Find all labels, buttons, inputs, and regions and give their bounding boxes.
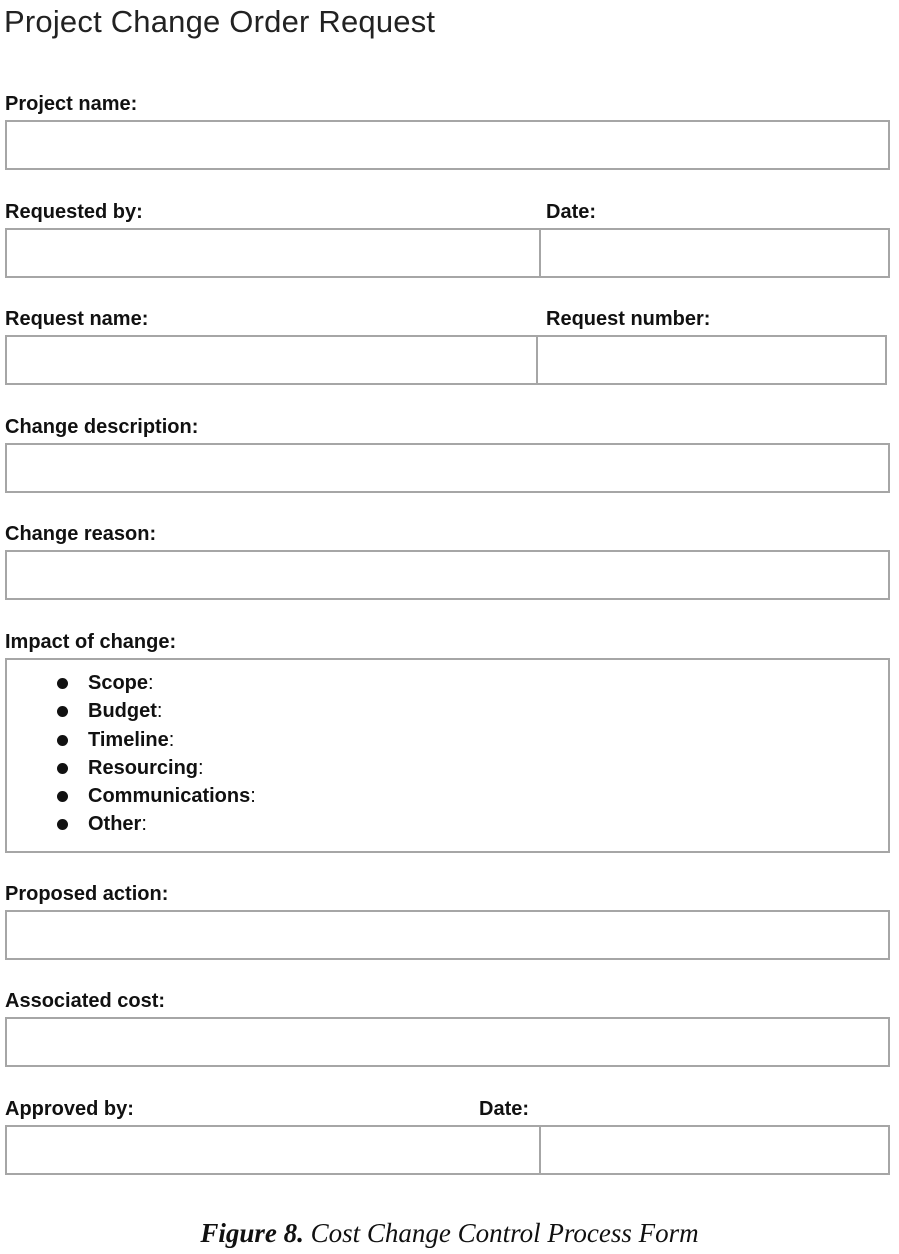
approval-date-field[interactable] — [539, 1127, 888, 1173]
bullet-icon — [57, 678, 68, 689]
bullet-icon — [57, 819, 68, 830]
associated-cost-field[interactable] — [5, 1017, 890, 1067]
impact-list — [55, 669, 256, 839]
impact-of-change-box[interactable] — [5, 658, 890, 853]
bullet-icon — [57, 706, 68, 717]
impact-item-other: Other: — [55, 810, 256, 838]
impact-item-timeline: Timeline: — [55, 726, 256, 754]
bullet-icon — [57, 763, 68, 774]
request-number-field[interactable] — [536, 337, 885, 383]
figure-caption-text: Cost Change Control Process Form — [303, 1218, 699, 1248]
approved-by-field[interactable] — [7, 1127, 539, 1173]
approved-by-label: Approved by: — [5, 1098, 134, 1120]
change-reason-field[interactable] — [5, 550, 890, 600]
proposed-action-label: Proposed action: — [5, 883, 169, 905]
request-name-number-row — [5, 335, 887, 385]
project-name-label: Project name: — [5, 93, 138, 115]
change-description-field[interactable] — [5, 443, 890, 493]
bullet-icon — [57, 735, 68, 746]
date-label: Date: — [546, 201, 597, 223]
request-name-label: Request name: — [5, 308, 149, 330]
impact-item-budget: Budget: — [55, 697, 256, 725]
impact-of-change-label: Impact of change: — [5, 631, 177, 653]
change-reason-label: Change reason: — [5, 523, 157, 545]
change-description-label: Change description: — [5, 416, 199, 438]
request-name-field[interactable] — [7, 337, 536, 383]
bullet-icon — [57, 791, 68, 802]
impact-item-communications: Communications: — [55, 782, 256, 810]
associated-cost-label: Associated cost: — [5, 990, 166, 1012]
requested-by-date-row — [5, 228, 890, 278]
proposed-action-field[interactable] — [5, 910, 890, 960]
request-number-label: Request number: — [546, 308, 711, 330]
requested-by-label: Requested by: — [5, 201, 143, 223]
figure-caption — [0, 1218, 899, 1249]
figure-number: Figure 8. — [200, 1218, 304, 1248]
impact-item-resourcing: Resourcing: — [55, 754, 256, 782]
impact-item-scope: Scope: — [55, 669, 256, 697]
project-name-field[interactable] — [5, 120, 890, 170]
requested-by-field[interactable] — [7, 230, 539, 276]
form-title: Project Change Order Request — [4, 4, 436, 39]
approval-date-label: Date: — [479, 1098, 530, 1120]
approved-by-date-row — [5, 1125, 890, 1175]
date-field[interactable] — [539, 230, 888, 276]
